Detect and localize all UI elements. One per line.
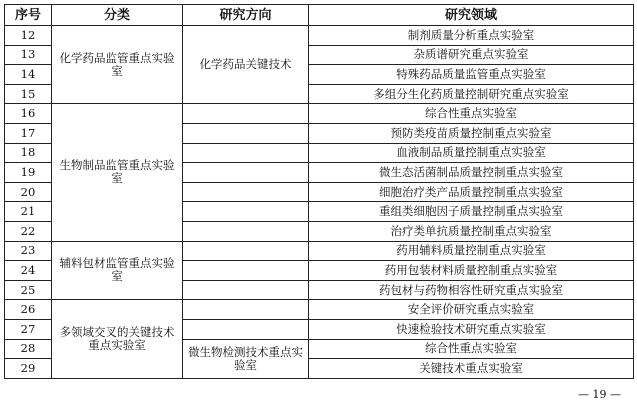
header-field: 研究领域 (309, 5, 634, 26)
direction-cell: 微生物检测技术重点实验室 (183, 339, 309, 378)
row-number: 15 (5, 84, 52, 104)
row-number: 22 (5, 221, 52, 241)
field-cell: 制剂质量分析重点实验室 (309, 26, 634, 46)
category-cell: 多领域交叉的关键技术重点实验室 (52, 300, 183, 378)
direction-cell (183, 300, 309, 320)
header-row (5, 5, 634, 26)
row-number: 27 (5, 319, 52, 339)
direction-cell (183, 104, 309, 124)
field-cell: 特殊药品质量监管重点实验室 (309, 65, 634, 85)
direction-cell (183, 261, 309, 281)
direction-cell (183, 202, 309, 222)
field-cell: 安全评价研究重点实验室 (309, 300, 634, 320)
table-row (5, 26, 634, 46)
row-number: 19 (5, 163, 52, 183)
laboratory-table (4, 4, 634, 379)
field-cell: 多组分生化药质量控制研究重点实验室 (309, 84, 634, 104)
row-number: 23 (5, 241, 52, 261)
row-number: 29 (5, 359, 52, 379)
direction-cell (183, 163, 309, 183)
field-cell: 细胞治疗类产品质量控制重点实验室 (309, 182, 634, 202)
field-cell: 治疗类单抗质量控制重点实验室 (309, 221, 634, 241)
table-row (5, 300, 634, 320)
field-cell: 快速检验技术研究重点实验室 (309, 319, 634, 339)
header-category: 分类 (52, 5, 183, 26)
row-number: 13 (5, 45, 52, 65)
field-cell: 关键技术重点实验室 (309, 359, 634, 379)
row-number: 18 (5, 143, 52, 163)
direction-cell (183, 143, 309, 163)
row-number: 17 (5, 123, 52, 143)
direction-cell (183, 221, 309, 241)
header-direction: 研究方向 (183, 5, 309, 26)
row-number: 21 (5, 202, 52, 222)
direction-cell (183, 319, 309, 339)
row-number: 26 (5, 300, 52, 320)
field-cell: 药用包装材料质量控制重点实验室 (309, 261, 634, 281)
field-cell: 重组类细胞因子质量控制重点实验室 (309, 202, 634, 222)
category-cell: 化学药品监管重点实验室 (52, 26, 183, 104)
direction-cell (183, 280, 309, 300)
table-row (5, 104, 634, 124)
field-cell: 综合性重点实验室 (309, 104, 634, 124)
field-cell: 综合性重点实验室 (309, 339, 634, 359)
row-number: 20 (5, 182, 52, 202)
category-cell: 生物制品监管重点实验室 (52, 104, 183, 241)
category-cell: 辅料包材监管重点实验室 (52, 241, 183, 300)
row-number: 12 (5, 26, 52, 46)
direction-cell: 化学药品关键技术 (183, 26, 309, 104)
direction-cell (183, 241, 309, 261)
row-number: 24 (5, 261, 52, 281)
field-cell: 药用辅料质量控制重点实验室 (309, 241, 634, 261)
page-number: — 19 — (578, 388, 621, 401)
field-cell: 预防类疫苗质量控制重点实验室 (309, 123, 634, 143)
header-number: 序号 (5, 5, 52, 26)
direction-cell (183, 182, 309, 202)
direction-cell (183, 123, 309, 143)
table-row (5, 241, 634, 261)
field-cell: 杂质谱研究重点实验室 (309, 45, 634, 65)
field-cell: 微生态活菌制品质量控制重点实验室 (309, 163, 634, 183)
row-number: 25 (5, 280, 52, 300)
row-number: 28 (5, 339, 52, 359)
row-number: 16 (5, 104, 52, 124)
row-number: 14 (5, 65, 52, 85)
field-cell: 血液制品质量控制重点实验室 (309, 143, 634, 163)
field-cell: 药包材与药物相容性研究重点实验室 (309, 280, 634, 300)
